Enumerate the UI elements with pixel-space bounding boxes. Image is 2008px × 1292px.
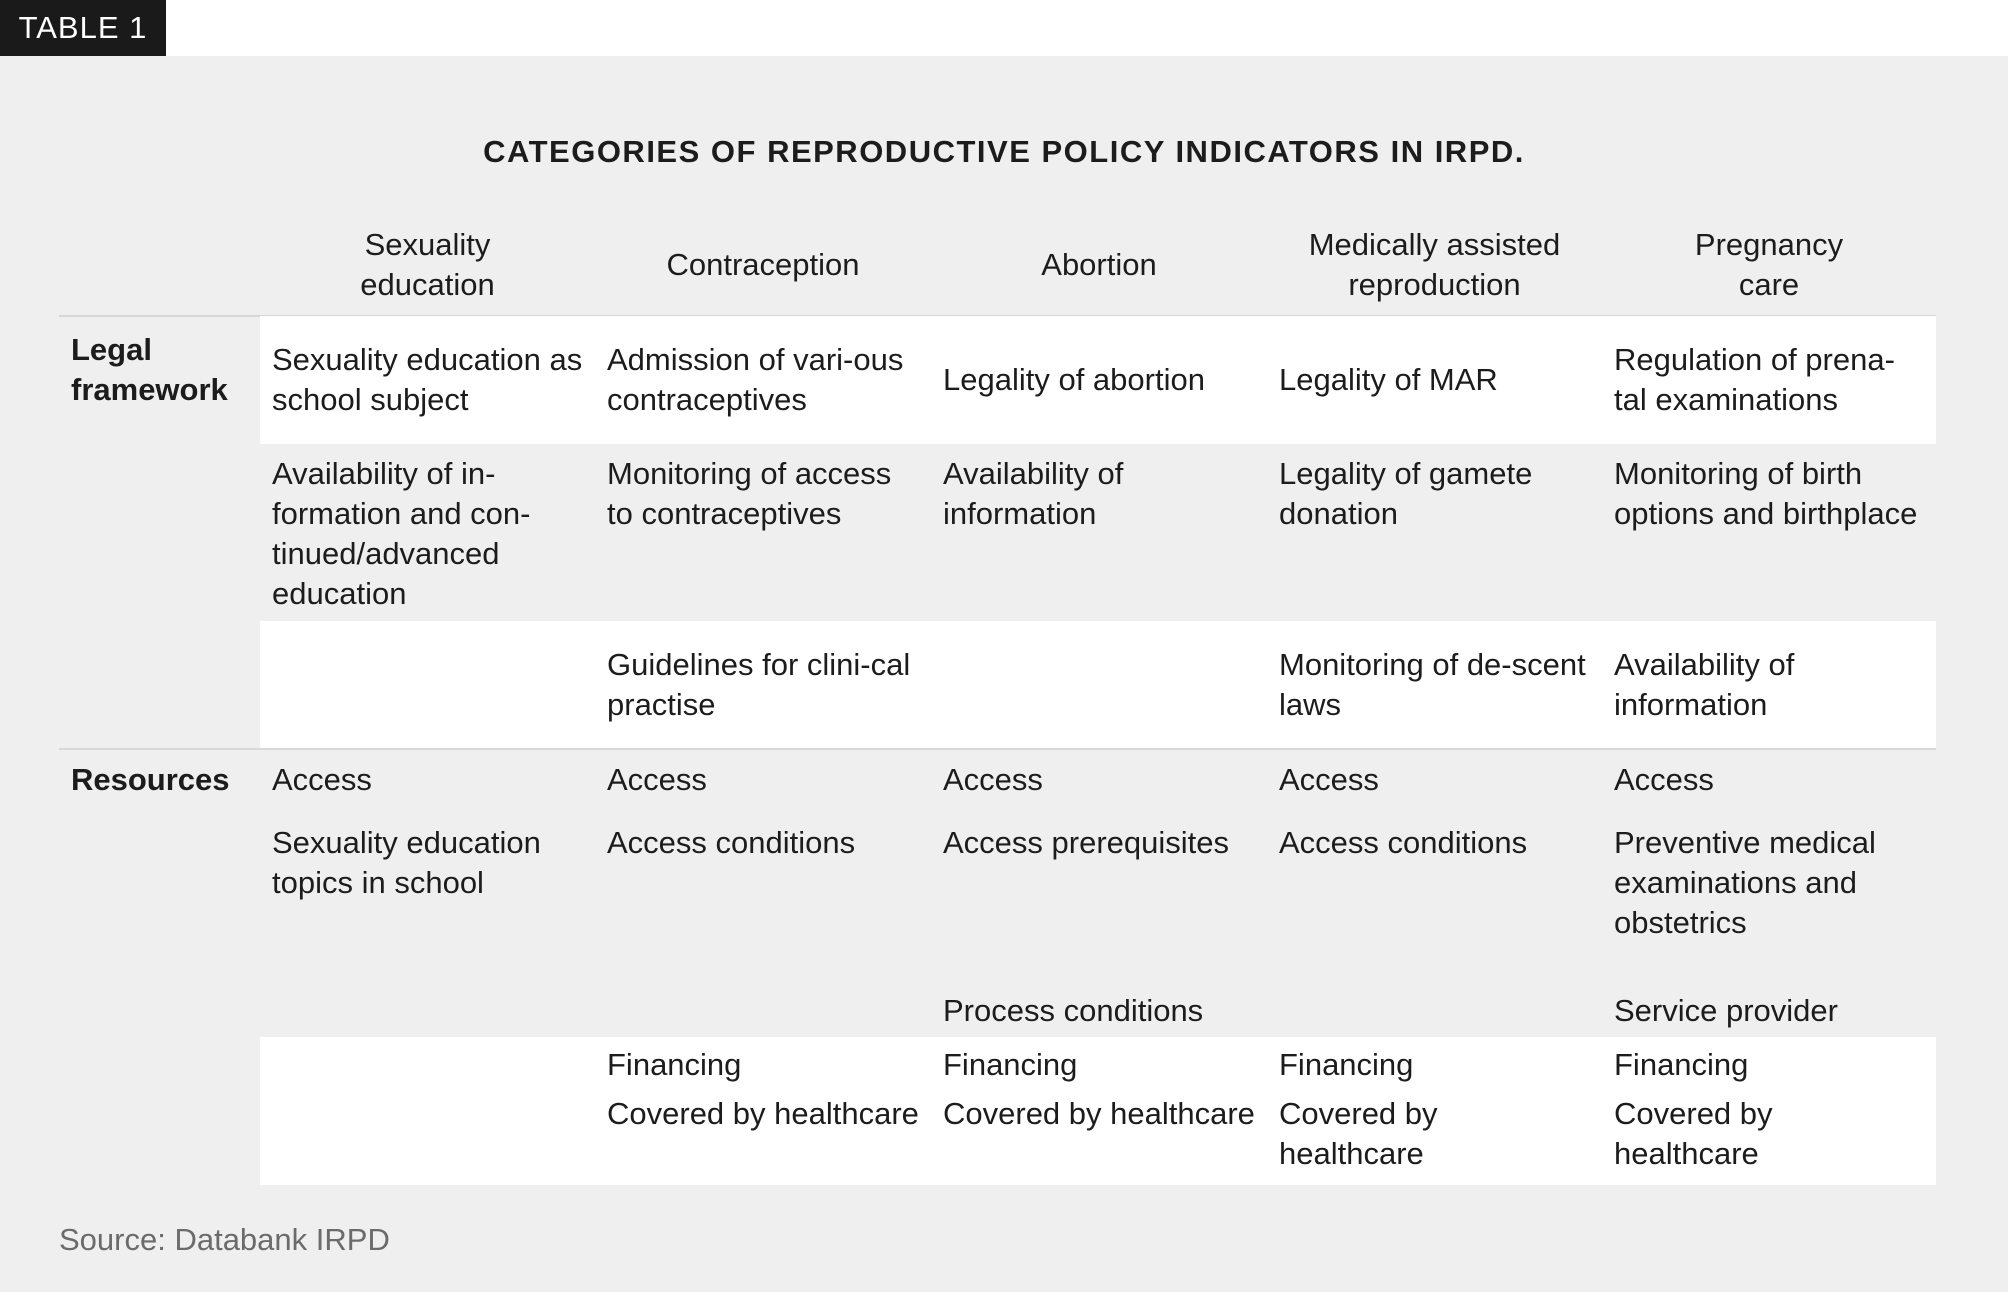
cell [260,749,595,811]
table-cell: Access conditions [1279,825,1528,860]
table-cell: Financing [1279,1046,1414,1082]
cell [1267,316,1602,444]
cell [260,1092,595,1185]
cell [1267,1037,1602,1092]
table-cell: Access [1279,762,1379,797]
cell [931,1092,1267,1185]
cell [1267,811,1602,985]
table-row [59,1092,1936,1185]
table-cell: Availability of information [1614,646,1795,722]
cell [59,1037,260,1092]
table-cell: Covered by healthcare [1614,1096,1773,1171]
cell [59,316,260,444]
cell [1267,985,1602,1037]
cell [595,749,931,811]
cell [595,621,931,748]
cell [1602,1037,1936,1092]
table-cell: Regulation of prena-tal examinations [1614,342,1895,417]
column-header: Contraception [666,247,860,282]
table-cell: Availability of information [943,456,1124,531]
cell [1602,1092,1936,1185]
section-divider [59,748,1936,750]
table-cell: Covered by healthcare [607,1096,919,1131]
cell [260,621,595,748]
cell [931,749,1267,811]
column-header-empty [59,215,260,315]
cell [595,444,931,621]
cell [59,1092,260,1185]
table-cell: Access [607,762,707,797]
table-number-badge: TABLE 1 [0,0,166,56]
cell [260,444,595,621]
table-cell: Monitoring of de-scent laws [1279,646,1586,722]
table-row [59,444,1936,621]
cell [1602,811,1936,985]
table-row [59,985,1936,1037]
cell [59,444,260,621]
cell [931,444,1267,621]
top-strip [0,0,2008,56]
cell [931,811,1267,985]
table-header [59,215,1936,315]
cell [1267,621,1602,748]
column-header: Medically assisted reproduction [1308,227,1561,302]
table-cell: Financing [607,1046,742,1082]
row-label: Resources [71,762,230,797]
cell [1602,444,1936,621]
table-cell: Availability of in-formation and con-tinued/advanced education [272,456,531,611]
cell [1602,749,1936,811]
table-cell: Access [1614,762,1714,797]
table-row [59,811,1936,985]
cell [59,811,260,985]
table-cell: Monitoring of birth options and birthplace [1614,456,1918,531]
table-row [59,749,1936,811]
table-cell: Covered by healthcare [1279,1096,1438,1171]
table-cell: Guidelines for clini-cal practise [607,646,911,722]
table-row [59,1037,1936,1092]
cell [59,621,260,748]
table-cell: Admission of vari-ous contraceptives [607,342,904,417]
table-cell: Financing [943,1046,1078,1082]
table-cell: Financing [1614,1046,1749,1082]
table-cell: Legality of gamete donation [1279,456,1533,531]
table-cell: Legality of MAR [1279,362,1498,397]
cell [260,1037,595,1092]
table-cell: Service provider [1614,993,1838,1028]
table-cell: Covered by healthcare [943,1096,1255,1131]
cell [260,811,595,985]
cell [595,985,931,1037]
cell [931,621,1267,748]
cell [59,985,260,1037]
cell [1267,1092,1602,1185]
table-cell: Access [272,762,372,797]
cell [931,316,1267,444]
source-note: Source: Databank IRPD [59,1222,390,1257]
column-header: Pregnancy care [1694,227,1844,302]
table-cell: Sexuality education topics in school [272,825,541,900]
table-cell: Preventive medical examinations and obstetrics [1614,825,1876,940]
table-cell: Process conditions [943,993,1204,1028]
cell [931,1037,1267,1092]
row-label: Legal framework [71,332,228,407]
cell [595,1092,931,1185]
cell [595,1037,931,1092]
table-title: CATEGORIES OF REPRODUCTIVE POLICY INDICATORS IN IRPD. [483,134,1525,169]
column-header: Abortion [1041,247,1157,282]
cell [1602,316,1936,444]
cell [1267,749,1602,811]
table-row [59,316,1936,444]
cell [931,985,1267,1037]
table-cell: Sexuality education as school subject [272,342,583,417]
table-cell: Access [943,762,1043,797]
cell [595,316,931,444]
cell [260,316,595,444]
table-cell: Monitoring of access to contraceptives [607,456,892,531]
cell [1602,985,1936,1037]
cell [260,985,595,1037]
cell [1267,444,1602,621]
cell [1602,621,1936,748]
table-row [59,621,1936,748]
column-header: Sexuality education [360,227,495,302]
cell [59,749,260,811]
table-cell: Access prerequisites [943,825,1230,860]
cell [595,811,931,985]
table-cell: Legality of abortion [943,362,1205,397]
table-cell: Access conditions [607,825,856,860]
